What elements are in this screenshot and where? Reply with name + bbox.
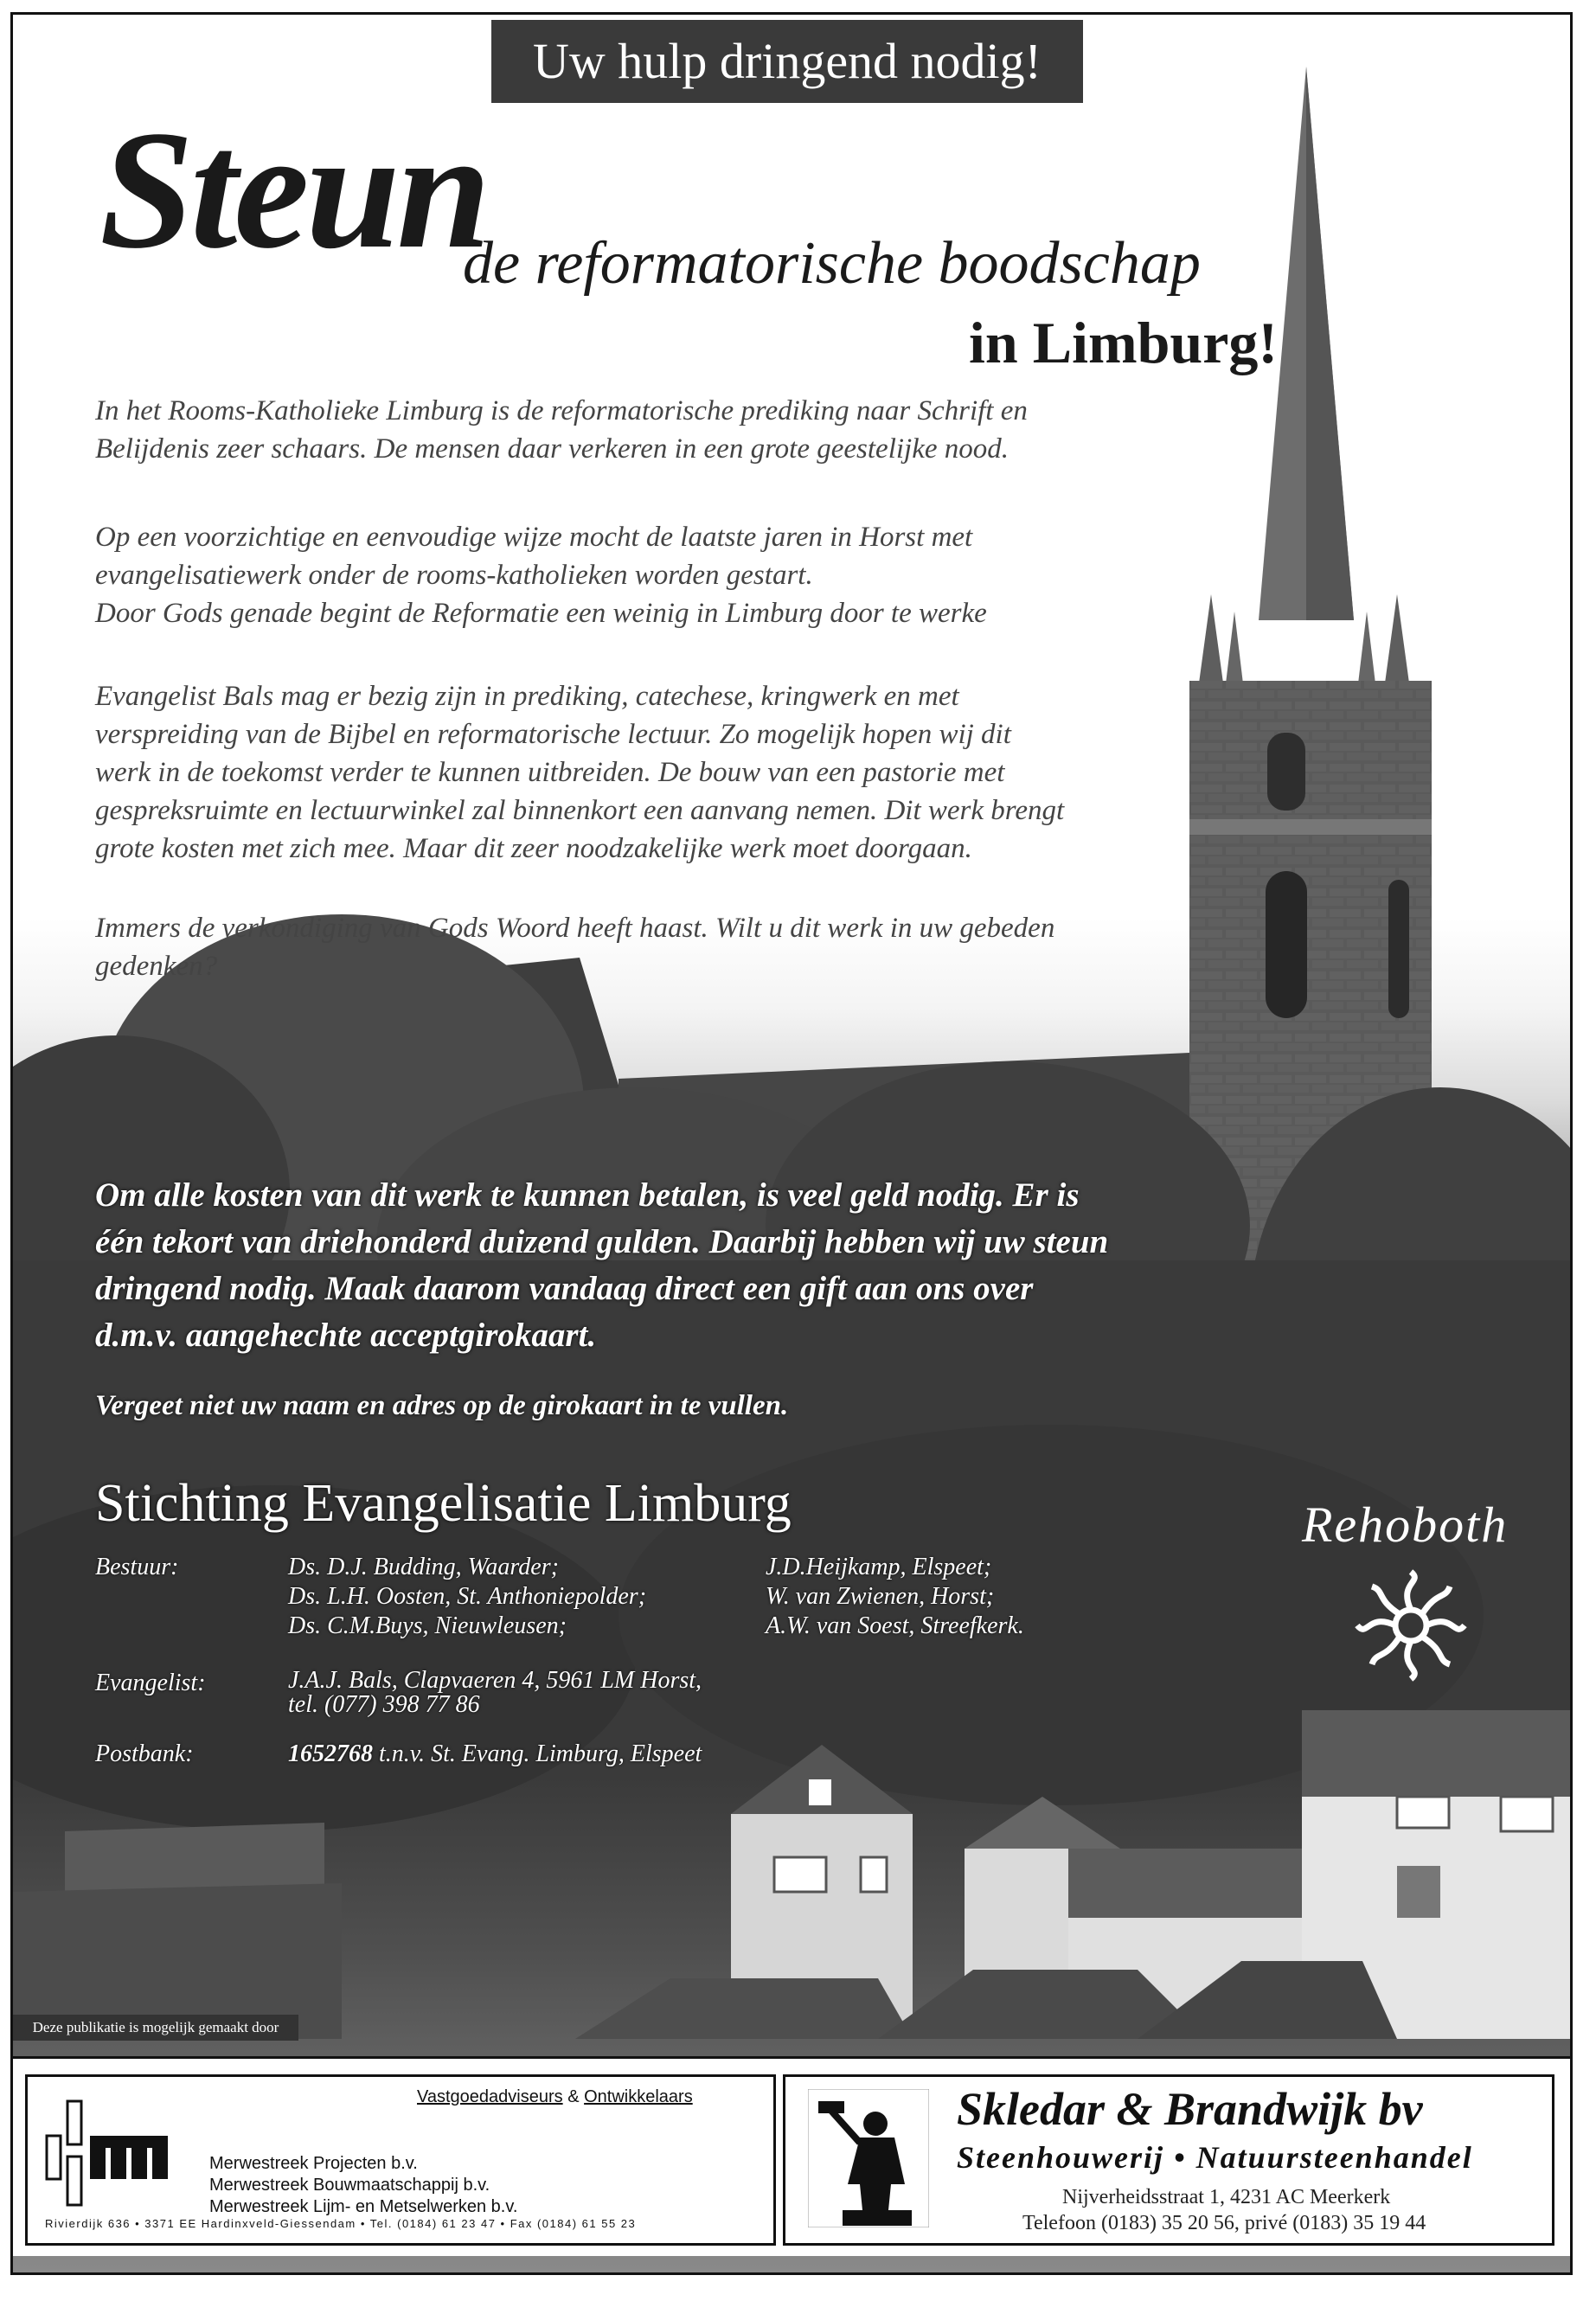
poster: [10, 12, 1573, 2275]
text-line: dringend nodig. Maak daarom vandaag direct een gift aan ons over: [95, 1270, 1034, 1307]
evangelist-info: [288, 1669, 702, 1717]
company-list: [209, 2153, 517, 2218]
company-tagline: Steenhouwerij • Natuursteenhandel: [957, 2140, 1473, 2175]
pinnacle: [1384, 594, 1410, 689]
company-title: Skledar & Brandwijk bv: [957, 2083, 1423, 2135]
spire-shadow: [1306, 67, 1354, 620]
reminder: Vergeet niet uw naam en adres op de girokaart in te vullen.: [95, 1390, 789, 1421]
postbank-info: [288, 1740, 702, 1769]
urgent-banner: Uw hulp dringend nodig!: [491, 20, 1083, 103]
rehoboth-logo-text: Rehoboth: [1302, 1497, 1509, 1553]
window: [774, 1857, 826, 1892]
board-member: J.D.Heijkamp, Elspeet;: [766, 1554, 992, 1580]
evangelist-label: Evangelist:: [95, 1670, 206, 1696]
text-line: gedenken?: [95, 951, 218, 982]
stonemason-icon: [808, 2089, 929, 2227]
company-address: Nijverheidsstraat 1, 4231 AC Meerkerk: [1062, 2186, 1391, 2208]
board-member: W. van Zwienen, Horst;: [766, 1583, 995, 1610]
window: [1397, 1866, 1440, 1918]
headline: Steun: [99, 96, 488, 284]
evangelist-address: J.A.J. Bals, Clapvaeren 4, 5961 LM Horst,: [288, 1667, 702, 1694]
heading-amp: &: [567, 2087, 580, 2106]
paragraph-2: [95, 518, 1228, 632]
evangelist-phone: tel. (077) 398 77 86: [288, 1691, 480, 1718]
paragraph-1: [95, 392, 1228, 468]
text-line: Op een voorzichtige en eenvoudige wijze mocht de laatste jaren in Horst met: [95, 522, 973, 553]
text-line: Door Gods genade begint de Reformatie een weinig in Limburg door te werke: [95, 598, 987, 629]
roof: [965, 1797, 1120, 1849]
text-line: In het Rooms-Katholieke Limburg is de reformatorische prediking naar Schrift en: [95, 395, 1028, 426]
text-line: d.m.v. aangehechte acceptgirokaart.: [95, 1317, 597, 1354]
board-list-2: [766, 1553, 1024, 1641]
sponsor-skledar: [783, 2074, 1554, 2246]
postbank-holder: t.n.v. St. Evang. Limburg, Elspeet: [379, 1740, 702, 1767]
paragraph-3: [95, 677, 1228, 868]
board-member: Ds. C.M.Buys, Nieuwleusen;: [288, 1612, 567, 1639]
board-member: Ds. D.J. Budding, Waarder;: [288, 1554, 559, 1580]
sponsor-merwestreek: [25, 2074, 776, 2246]
publication-note: Deze publikatie is mogelijk gemaakt door: [13, 2015, 298, 2041]
paragraph-4: [95, 909, 1228, 985]
board-label: Bestuur:: [95, 1554, 179, 1580]
company-phone: Telefoon (0183) 35 20 56, privé (0183) 35 19 44: [1022, 2212, 1426, 2234]
window: [1501, 1797, 1553, 1831]
roof: [575, 1978, 913, 2039]
text-line: grote kosten met zich mee. Maar dit zeer noodzakelijke werk moet doorgaan.: [95, 833, 972, 864]
board-list-1: [288, 1553, 646, 1641]
company-name: Merwestreek Lijm- en Metselwerken b.v.: [209, 2197, 518, 2216]
text-line: gespreksruimte en lectuurwinkel zal binnenkort een aanvang nemen. Dit werk brengt: [95, 795, 1065, 826]
tower-window: [1267, 733, 1305, 811]
merwestreek-logo-icon: [45, 2096, 175, 2208]
rehoboth-emblem-icon: [1350, 1565, 1471, 1686]
postbank-number: 1652768: [288, 1740, 373, 1767]
company-name: Merwestreek Bouwmaatschappij b.v.: [209, 2176, 490, 2195]
foundation-name: Stichting Evangelisatie Limburg: [95, 1474, 792, 1533]
subtitle-location: in Limburg!: [969, 310, 1279, 375]
window: [809, 1779, 831, 1805]
tower-window: [1266, 871, 1307, 1018]
text-line: verspreiding van de Bijbel en reformatorische lectuur. Zo mogelijk hopen wij dit: [95, 719, 1011, 750]
company-name: Merwestreek Projecten b.v.: [209, 2154, 418, 2173]
roof: [1302, 1710, 1570, 1797]
text-line: Evangelist Bals mag er bezig zijn in prediking, catechese, kringwerk en met: [95, 681, 959, 712]
board-member: Ds. L.H. Oosten, St. Anthoniepolder;: [288, 1583, 647, 1610]
donation-appeal: [95, 1172, 1254, 1359]
heading-vastgoed: Vastgoedadviseurs: [417, 2087, 563, 2106]
text-line: evangelisatiewerk onder de rooms-katholieken worden gestart.: [95, 560, 813, 591]
text-line: Immers de verkondiging van Gods Woord heeft haast. Wilt u dit werk in uw gebeden: [95, 913, 1055, 944]
sponsor-address: Rivierdijk 636 • 3371 EE Hardinxveld-Giessendam • Tel. (0184) 61 23 47 • Fax (0184) 61 55 23: [45, 2217, 637, 2230]
church-photo: [13, 15, 1570, 2264]
board-member: A.W. van Soest, Streefkerk.: [766, 1612, 1024, 1639]
subtitle: de reformatorische boodschap: [463, 230, 1201, 297]
postbank-label: Postbank:: [95, 1740, 194, 1767]
sponsor-footer: [13, 2056, 1570, 2256]
text-line: Belijdenis zeer schaars. De mensen daar verkeren in een grote geestelijke nood.: [95, 433, 1009, 465]
sponsor-heading: [417, 2087, 693, 2107]
heading-ontwikkelaars: Ontwikkelaars: [584, 2087, 693, 2106]
text-line: werk in de toekomst verder te kunnen uitbreiden. De bouw van een pastorie met: [95, 757, 1005, 788]
text-line: Om alle kosten van dit werk te kunnen betalen, is veel geld nodig. Er is: [95, 1176, 1080, 1214]
window: [1397, 1797, 1449, 1828]
text-line: één tekort van driehonderd duizend gulden. Daarbij hebben wij uw steun: [95, 1223, 1109, 1260]
tower-window: [1388, 880, 1409, 1018]
window: [861, 1857, 887, 1892]
